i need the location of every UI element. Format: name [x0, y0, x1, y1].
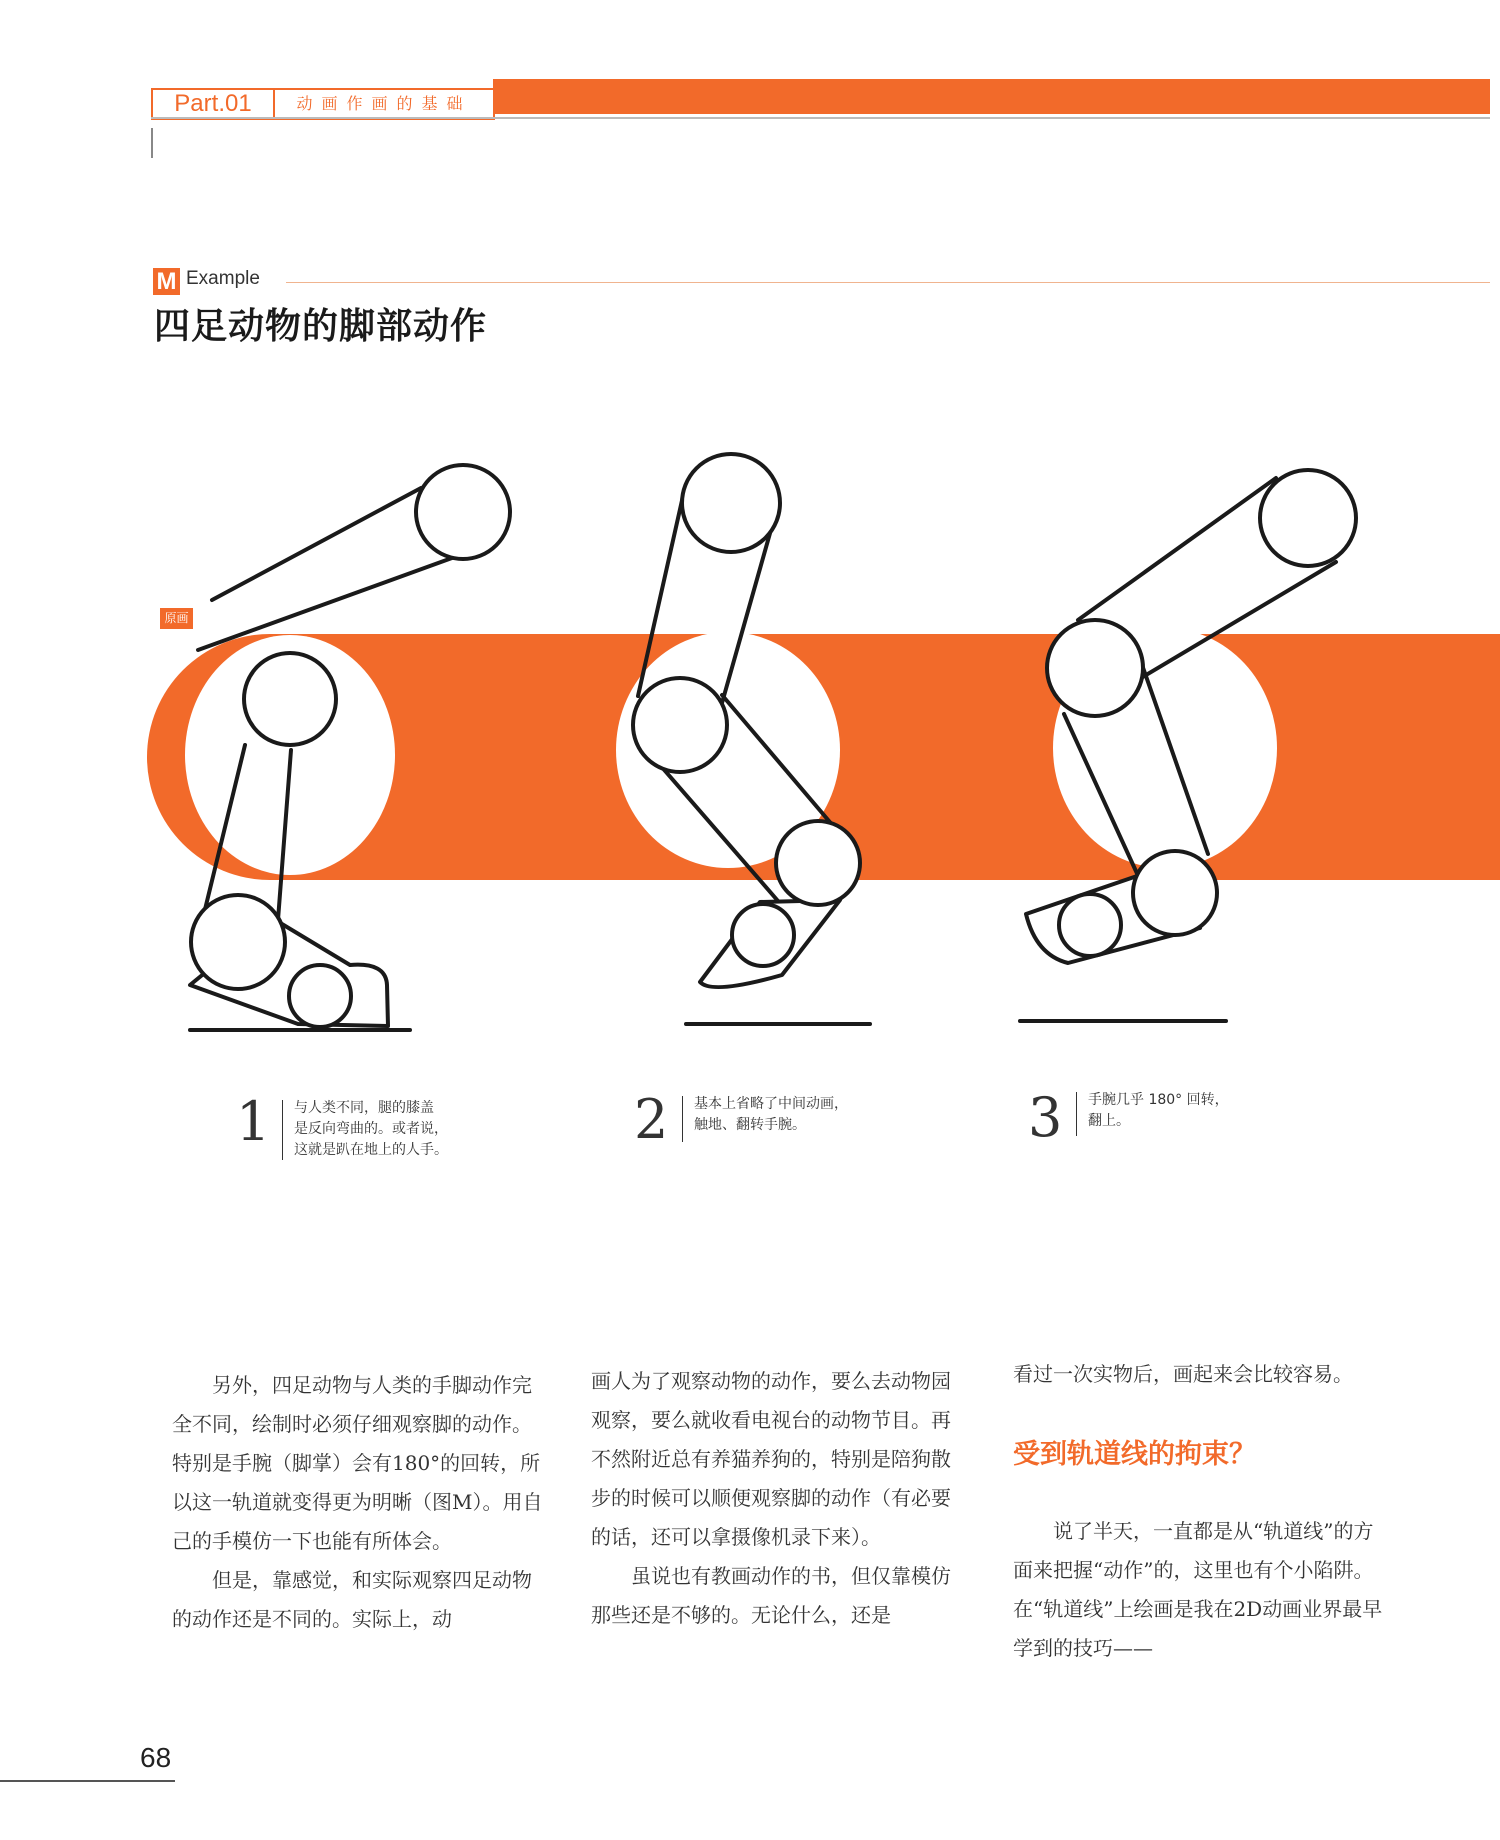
example-badge: M	[153, 268, 180, 295]
paragraph: 说了半天，一直都是从“轨道线”的方面来把握“动作”的，这里也有个小陷阱。在“轨道线”上绘画是我在2D动画业界最早学到的技巧——	[1013, 1519, 1383, 1660]
example-label: Example	[186, 268, 260, 289]
caption-text-2: 基本上省略了中间动画， 触地、翻转手腕。	[694, 1096, 848, 1133]
section-subheading: 受到轨道线的拘束？	[1013, 1439, 1256, 1470]
body-column-3	[1013, 1512, 1393, 1668]
body-column-2	[591, 1362, 963, 1635]
body-column-1	[172, 1366, 544, 1639]
caption-text-1: 与人类不同，腿的膝盖 是反向弯曲的。或者说， 这就是趴在地上的人手。	[294, 1100, 448, 1158]
caption-divider-2	[682, 1096, 683, 1142]
paragraph: 虽说也有教画动作的书，但仅靠模仿那些还是不够的。无论什么，还是	[591, 1564, 951, 1627]
caption-number-2: 2	[634, 1088, 669, 1151]
body-column-3-top	[1013, 1355, 1393, 1394]
keyframe-tag: 原画	[160, 608, 193, 629]
paragraph: 画人为了观察动物的动作，要么去动物园观察，要么就收看电视台的动物节目。再不然附近总有养猫养狗的，特别是陪狗散步的时候可以顺便观察脚的动作（有必要的话，还可以拿摄像机录下来）。	[591, 1369, 951, 1549]
page-number: 68	[140, 1742, 172, 1773]
part-label: Part.01	[151, 88, 275, 120]
caption-number-3: 3	[1028, 1086, 1063, 1149]
caption-text-3: 手腕几乎 180° 回转， 翻上。	[1088, 1092, 1229, 1129]
paragraph: 但是，靠感觉，和实际观察四足动物的动作还是不同的。实际上，动	[172, 1568, 532, 1631]
caption-divider-3	[1076, 1092, 1077, 1136]
footer-rule	[0, 1780, 175, 1782]
caption-divider-1	[282, 1100, 283, 1160]
paragraph: 看过一次实物后，画起来会比较容易。	[1013, 1362, 1353, 1386]
page-title: 四足动物的脚部动作	[154, 306, 488, 347]
chapter-title: 动画作画的基础	[273, 88, 495, 120]
caption-number-1: 1	[236, 1090, 271, 1153]
paragraph: 另外，四足动物与人类的手脚动作完全不同，绘制时必须仔细观察脚的动作。特别是手腕（脚掌）会有180°的回转，所以这一轨道就变得更为明晰（图M）。用自己的手模仿一下也能有所体会。	[172, 1373, 543, 1553]
